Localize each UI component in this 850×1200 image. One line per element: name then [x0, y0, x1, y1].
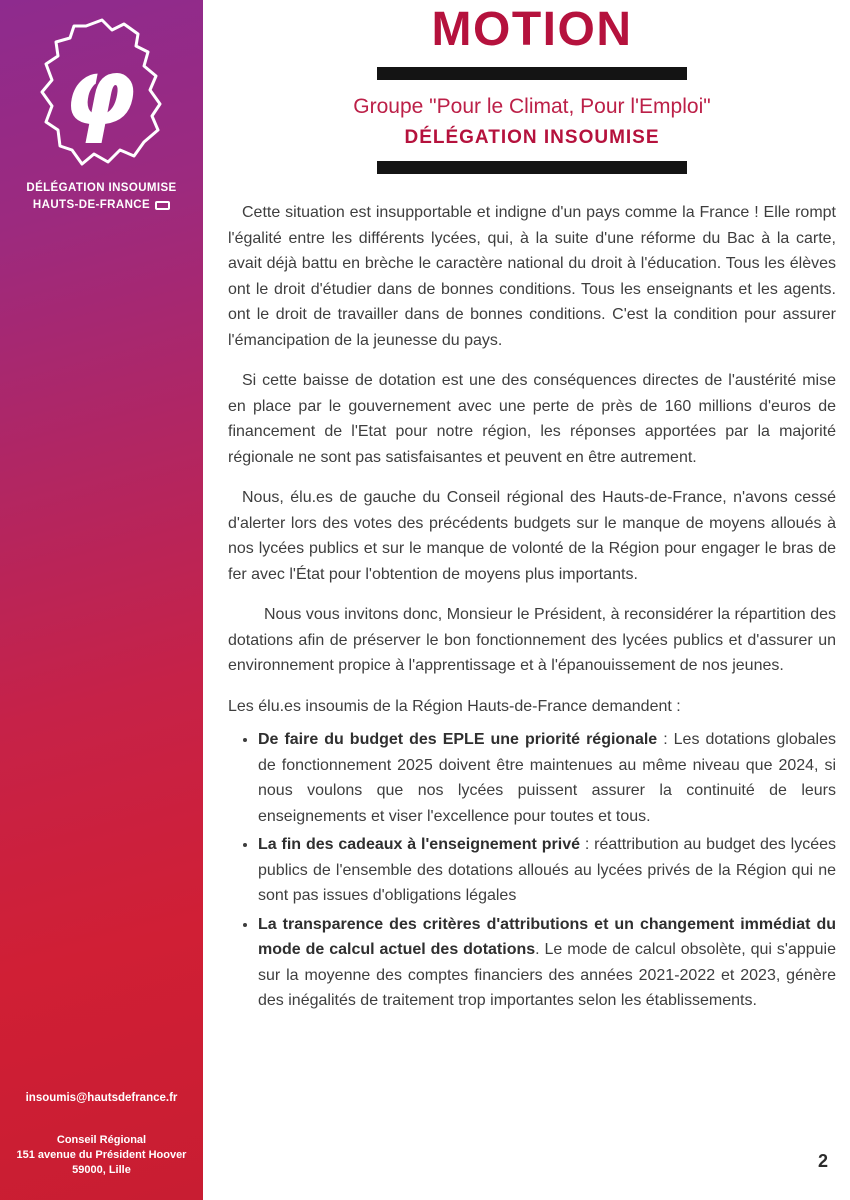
divider-bar-top	[377, 67, 687, 80]
group-subtitle: Groupe "Pour le Climat, Pour l'Emploi"	[353, 95, 711, 118]
list-item	[258, 912, 836, 1014]
page-title: MOTION	[431, 3, 633, 56]
demand-1-title: De faire du budget des EPLE une priorité régionale	[258, 731, 658, 748]
address-line1: Conseil Régional	[56, 1134, 147, 1146]
address-line3: 59000, Lille	[72, 1164, 131, 1176]
address-line2: 151 avenue du Président Hoover	[16, 1149, 187, 1161]
logo	[0, 16, 203, 179]
badge-line2: HAUTS-DE-FRANCE	[32, 199, 151, 211]
paragraph-2: Si cette baisse de dotation est une des conséquences directes de l'austérité mise en place par le gouvernement avec une perte de près de 160 millions d'euros de financement de l'Etat pour notre région, les réponses apportées par la majorité régionale ne sont pas satisfaisantes et peuvent en être autrement.	[228, 372, 836, 466]
delegation-badge	[0, 180, 203, 214]
motion-body	[228, 200, 836, 1014]
badge-line1: DÉLÉGATION INSOUMISE	[26, 182, 177, 194]
hauts-de-france-map-outline	[24, 16, 180, 174]
demand-3-title: La transparence des critères d'attributions et un changement immédiat du mode de calcul actuel des dotations	[258, 915, 836, 958]
phi-logo-icon: φ	[63, 39, 136, 146]
demand-1-text: : Les dotations globales de fonctionnement 2025 doivent être maintenues au même niveau que 2024, si nous voulons que nos lycées puissent assurer la continuité de leurs enseignements et viser l'excellence pour toutes et tous.	[258, 731, 836, 825]
demands-list	[228, 727, 836, 1014]
flag-icon	[155, 201, 170, 210]
paragraph-1: Cette situation est insupportable et indigne d'un pays comme la France ! Elle rompt l'égalité entre les différents lycées, qui, à la suite d'une réforme du Bac à la carte, avait déjà battu en brèche le caractère national du droit à l'éducation. Tous les élèves ont le droit d'étudier dans de bonnes conditions. Tous les enseignants et les agents. ont le droit de travailler dans de bonnes conditions. C'est la condition pour assurer l'émancipation de la jeunesse du pays.	[228, 204, 836, 349]
sidebar	[0, 0, 203, 1200]
delegation-subtitle: DÉLÉGATION INSOUMISE	[404, 127, 660, 148]
demand-2-text: : réattribution au budget des lycées publics de l'ensemble des dotations alloués au lycées privés de la Région qui ne sont pas issues d'obligations légales	[258, 836, 836, 904]
divider-bar-bottom	[377, 161, 687, 174]
paragraph-3: Nous, élu.es de gauche du Conseil régional des Hauts-de-France, n'avons cessé d'alerter lors des votes des précédents budgets sur le manque de moyens alloués à nos lycées publics et sur le manque de volonté de la Région pour engager le bras de fer avec l'État pour l'obtention de moyens plus importants.	[228, 489, 836, 583]
demands-intro: Les élu.es insoumis de la Région Hauts-de-France demandent :	[228, 697, 681, 715]
document-content	[203, 0, 850, 1200]
postal-address	[0, 1133, 203, 1178]
list-item	[258, 832, 836, 909]
contact-email: insoumis@hautsdefrance.fr	[25, 1092, 178, 1104]
demand-2-title: La fin des cadeaux à l'enseignement privé	[258, 836, 580, 853]
list-item	[258, 727, 836, 829]
page-number: 2	[817, 1151, 828, 1171]
demand-3-text: . Le mode de calcul obsolète, qui s'appuie sur la moyenne des comptes financiers des années 2021-2022 et 2023, génère des inégalités de traitement trop importantes selon les établissements.	[258, 941, 837, 1009]
paragraph-4: Nous vous invitons donc, Monsieur le Président, à reconsidérer la répartition des dotations afin de préserver le bon fonctionnement des lycées publics et d'assurer un environnement propice à l'apprentissage et à l'épanouissement de nos jeunes.	[228, 606, 836, 674]
